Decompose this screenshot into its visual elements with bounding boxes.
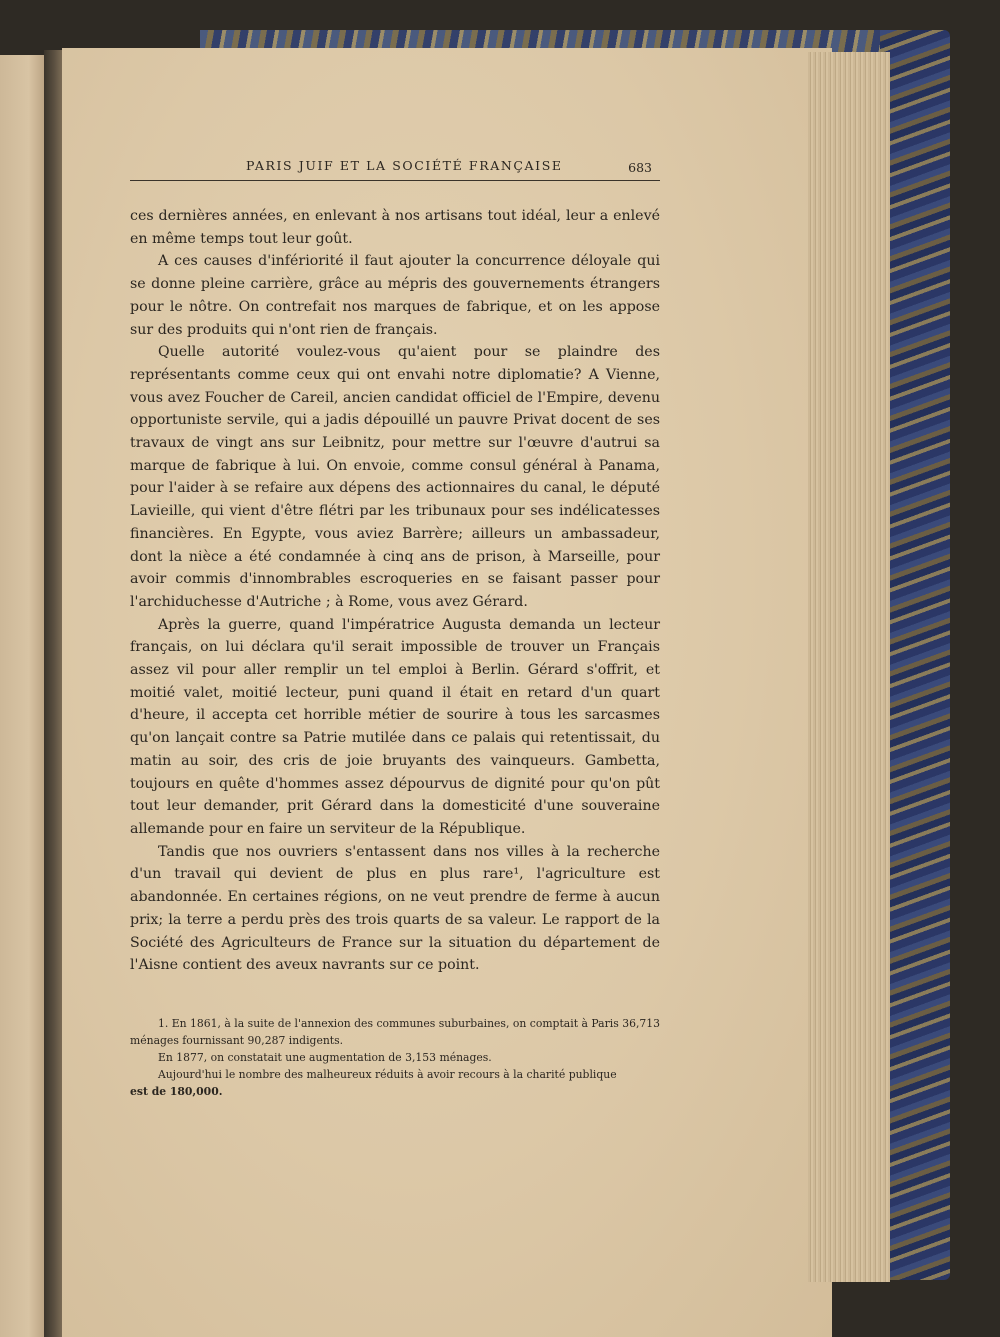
footnote: est de 180,000. [130, 1084, 223, 1098]
paragraph: Après la guerre, quand l'impératrice Augusta demanda un lecteur français, on lui déclara qu'il serait impossible de trouver un Français assez vil pour aller remplir un tel emploi à Berlin. Gérard s'offrit, et moitié valet, moitié lecteur, puni quand il était en retard d'un quart d'heure, il accepta cet horrible métier de sourire à tous les sarcasmes qu'on lançait contre sa Patrie mutilée dans ce palais qui retentissait, du matin au soir, des cris de joie bruyants des vainqueurs. Gambetta, toujours en quête d'hommes assez dépourvus de dignité pour qu'on pût tout leur demander, prit Gérard dans la domesticité d'une souveraine allemande pour en faire un serviteur de la République. [130, 616, 660, 837]
marbled-cover-edge [880, 30, 950, 1280]
page-edges [808, 52, 890, 1282]
footnotes [130, 1015, 660, 1100]
paragraph: Quelle autorité voulez-vous qu'aient pour se plaindre des représentants comme ceux qui ont envahi notre diplomatie? A Vienne, vous avez Foucher de Careil, ancien candidat officiel de l'Empire, devenu opportuniste servile, qui a jadis dépouillé un pauvre Privat docent de ses travaux de vingt ans sur Leibnitz, pour mettre sur l'œuvre d'autrui sa marque de fabrique à lui. On envoie, comme consul général à Panama, pour l'aider à se refaire aux dépens des actionnaires du canal, le député Lavieille, qui vient d'être flétri par les tribunaux pour ses indélicatesses financières. En Egypte, vous aviez Barrère; ailleurs un ambassadeur, dont la nièce a été condamnée à cinq ans de prison, à Marseille, pour avoir commis d'innombrables escroqueries en se faisant passer pour l'archiduchesse d'Autriche ; à Rome, vous avez Gérard. [130, 344, 660, 610]
page-number: 683 [628, 160, 652, 175]
previous-page-edge [0, 55, 48, 1337]
running-title: PARIS JUIF ET LA SOCIÉTÉ FRANÇAISE [246, 158, 563, 173]
text-block [130, 150, 660, 1100]
footnote: 1. En 1861, à la suite de l'annexion des communes suburbaines, on comptait à Paris 36,713 ménages fournissant 90,287 indigents. [130, 1016, 660, 1047]
footnote: En 1877, on constatait une augmentation de 3,153 ménages. [158, 1050, 492, 1064]
paragraph: Tandis que nos ouvriers s'entassent dans nos villes à la recherche d'un travail qui devient de plus en plus rare¹, l'agriculture est abandonnée. En certaines régions, on ne veut prendre de ferme à aucun prix; la terre a perdu près des trois quarts de sa valeur. Le rapport de la Société des Agriculteurs de France sur la situation du département de l'Aisne contient des aveux navrants sur ce point. [130, 843, 660, 974]
body-text [130, 205, 660, 977]
paragraph: ces dernières années, en enlevant à nos artisans tout idéal, leur a enlevé en même temps tout leur goût. [130, 208, 660, 247]
footnote: Aujourd'hui le nombre des malheureux réduits à avoir recours à la charité publique [158, 1067, 617, 1081]
running-head [130, 150, 660, 181]
paragraph: A ces causes d'infériorité il faut ajouter la concurrence déloyale qui se donne pleine carrière, grâce au mépris des gouvernements étrangers pour le nôtre. On contrefait nos marques de fabrique, et on les appose sur des produits qui n'ont rien de français. [130, 253, 660, 338]
